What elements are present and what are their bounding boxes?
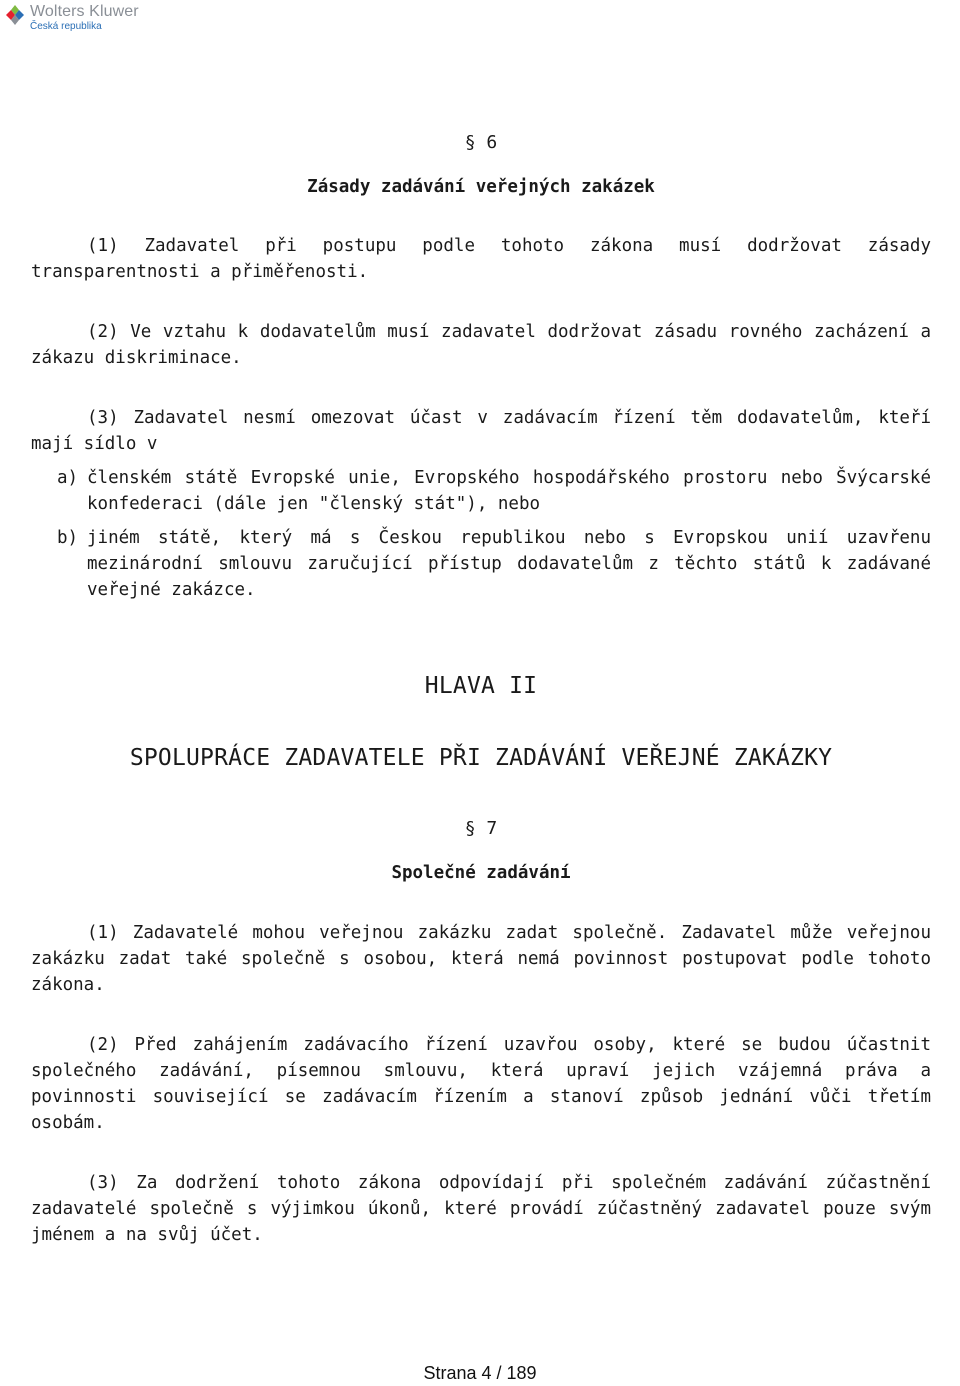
brand-subtitle: Česká republika bbox=[30, 21, 102, 32]
section-sign-7: § 7 bbox=[464, 818, 498, 839]
section-title-6: Zásady zadávání veřejných zakázek bbox=[307, 177, 655, 197]
page-number: Strana 4 / 189 bbox=[423, 1363, 537, 1383]
chapter-title: SPOLUPRÁCE ZADAVATELE PŘI ZADÁVÁNÍ VEŘEJNÉ ZAKÁZKY bbox=[129, 745, 833, 771]
list-item-label: b) bbox=[57, 528, 79, 548]
section-sign-6: § 6 bbox=[464, 132, 498, 153]
paragraph-7-1: (1) Zadavatelé mohou veřejnou zakázku zadat společně. Zadavatel může veřejnou zakázku zadat také společně s osobou, která nemá povinnost postupovat podle tohoto zákona. bbox=[31, 923, 931, 995]
paragraph-7-2: (2) Před zahájením zadávacího řízení uzavřou osoby, které se budou účastnit společného zadávání, písemnou smlouvu, která upraví jejich vzájemná práva a povinnosti související se zadávacím řízením a stanoví způsob jednání vůči třetím osobám. bbox=[31, 1035, 931, 1133]
publisher-logo bbox=[4, 4, 139, 32]
paragraph-6-2: (2) Ve vztahu k dodavatelům musí zadavatel dodržovat zásadu rovného zacházení a zákazu diskriminace. bbox=[31, 322, 931, 368]
paragraph-6-3: (3) Zadavatel nesmí omezovat účast v zadávacím řízení těm dodavatelům, kteří mají sídlo v bbox=[31, 408, 931, 454]
list-item-text: členském státě Evropské unie, Evropského hospodářského prostoru nebo Švýcarské konfederaci (dále jen "členský stát"), nebo bbox=[87, 468, 931, 514]
brand-name: Wolters Kluwer bbox=[30, 3, 139, 20]
chapter-number: HLAVA II bbox=[424, 673, 538, 699]
section-title-7: Společné zadávání bbox=[391, 863, 571, 883]
list-item-label: a) bbox=[57, 468, 79, 488]
list-item-text: jiném státě, který má s Českou republikou nebo s Evropskou unií uzavřenu mezinárodní smlouvu zaručující přístup dodavatelům z těchto států k zadávané veřejné zakázce. bbox=[87, 528, 931, 600]
wolters-kluwer-logo-icon bbox=[4, 4, 26, 26]
paragraph-6-1: (1) Zadavatel při postupu podle tohoto zákona musí dodržovat zásady transparentnosti a přiměřenosti. bbox=[31, 236, 931, 282]
paragraph-7-3: (3) Za dodržení tohoto zákona odpovídají při společném zadávání zúčastnění zadavatelé společně s výjimkou úkonů, které provádí zúčastněný zadavatel pouze svým jménem a na svůj účet. bbox=[31, 1173, 931, 1245]
